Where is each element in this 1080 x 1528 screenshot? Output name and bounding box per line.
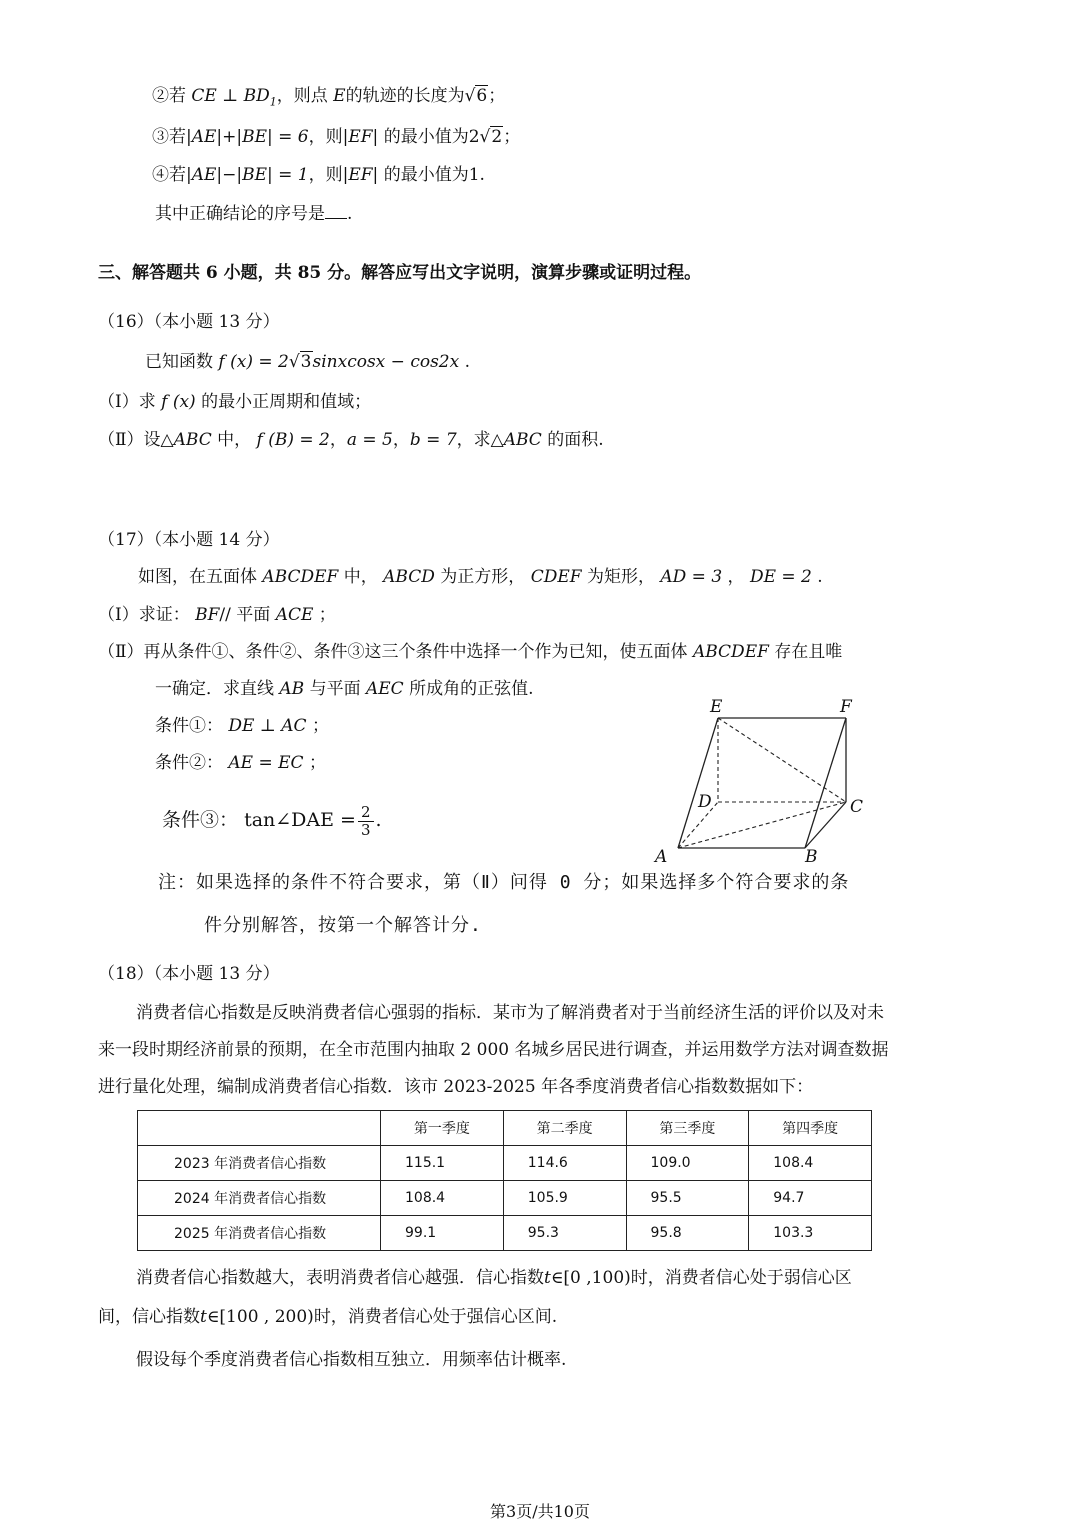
q18-stem-line-1: 消费者信心指数是反映消费者信心强弱的指标．某市为了解消费者对于当前经济生活的评价以及对未 — [136, 1003, 884, 1023]
q16-header: （16）（本小题 13 分） — [98, 312, 280, 332]
pentahedron-figure — [640, 690, 880, 870]
label-E: E — [710, 697, 723, 717]
label-B: B — [805, 847, 818, 867]
table-cell: 95.8 — [626, 1216, 749, 1251]
q17-condition-1: 条件①： DE ⊥ AC ； — [155, 716, 329, 736]
table-cell: 108.4 — [749, 1146, 872, 1181]
table-corner — [138, 1111, 381, 1146]
table-cell: 95.5 — [626, 1181, 749, 1216]
section-3-title: 三、解答题共 6 小题，共 85 分。解答应写出文字说明，演算步骤或证明过程。 — [98, 263, 702, 283]
edge-EC — [718, 718, 846, 802]
q15-conclusion-2: ②若 CE ⊥ $BD_1$，则点 E的轨迹的长度为√6； — [152, 86, 506, 109]
table-cell: 114.6 — [503, 1146, 626, 1181]
q16-part-1: （Ⅰ）求 f (x) 的最小正周期和值域； — [98, 392, 372, 412]
table-header-row — [138, 1111, 872, 1146]
row-label: 2025 年消费者信心指数 — [138, 1216, 381, 1251]
column-header: 第二季度 — [503, 1111, 626, 1146]
table-cell: 95.3 — [503, 1216, 626, 1251]
table-cell: 99.1 — [381, 1216, 504, 1251]
q17-part-1: （Ⅰ）求证： BF// 平面 ACE ； — [98, 605, 336, 625]
q18-after-line-3: 假设每个季度消费者信心指数相互独立．用频率估计概率. — [136, 1350, 567, 1370]
q18-after-line-1: 消费者信心指数越大，表明消费者信心越强．信心指数t∈[0 ,100)时，消费者信心处于弱信心区 — [136, 1268, 852, 1288]
q17-part-2-line-1: （Ⅱ）再从条件①、条件②、条件③这三个条件中选择一个作为已知，使五面体 ABCDEF 存在且唯 — [98, 642, 843, 662]
q18-header: （18）（本小题 13 分） — [98, 964, 280, 984]
row-label: 2023 年消费者信心指数 — [138, 1146, 381, 1181]
column-header: 第三季度 — [626, 1111, 749, 1146]
label-A: A — [655, 847, 668, 867]
label-F: F — [840, 697, 852, 717]
q17-condition-3: 条件③： tan∠DAE = $\frac{2}{3}$ . — [162, 802, 382, 839]
table-row — [138, 1181, 872, 1216]
table-cell: 94.7 — [749, 1181, 872, 1216]
q18-stem-line-3: 进行量化处理，编制成消费者信心指数．该市 2023-2025 年各季度消费者信心指数数据如下： — [98, 1077, 814, 1097]
edge-BC — [805, 802, 846, 848]
q15-conclusion-4: ④若|AE|−|BE| = 1，则|EF| 的最小值为1. — [152, 165, 485, 185]
table-row — [138, 1146, 872, 1181]
label-D: D — [698, 792, 712, 812]
q17-condition-2: 条件②： AE = EC ； — [155, 753, 326, 773]
column-header: 第四季度 — [749, 1111, 872, 1146]
q18-after-line-2: 间，信心指数t∈[100 , 200)时，消费者信心处于强信心区间. — [98, 1307, 558, 1327]
table-cell: 108.4 — [381, 1181, 504, 1216]
column-header: 第一季度 — [381, 1111, 504, 1146]
q15-conclusion-3: ③若|AE|+|BE| = 6，则|EF| 的最小值为2√2； — [152, 127, 521, 147]
q16-part-2: （Ⅱ）设△ABC 中， f (B) = 2，a = 5，b = 7，求△ABC 的面积. — [98, 430, 604, 450]
q17-note-line-2: 件分别解答，按第一个解答计分. — [204, 915, 482, 936]
table-cell: 105.9 — [503, 1181, 626, 1216]
q17-part-2-line-2: 一确定．求直线 AB 与平面 AEC 所成角的正弦值. — [155, 679, 534, 699]
edge-FB — [805, 718, 846, 848]
confidence-index-table — [137, 1110, 872, 1251]
page-footer: 第3页/共10页 — [490, 1502, 590, 1521]
q17-header: （17）（本小题 14 分） — [98, 530, 280, 550]
table-cell: 115.1 — [381, 1146, 504, 1181]
q17-note-line-1: 注：如果选择的条件不符合要求，第（Ⅱ）问得 0 分；如果选择多个符合要求的条 — [158, 872, 850, 893]
table-cell: 103.3 — [749, 1216, 872, 1251]
row-label: 2024 年消费者信心指数 — [138, 1181, 381, 1216]
table-cell: 109.0 — [626, 1146, 749, 1181]
fraction: $\frac{2}{3}$ — [358, 804, 374, 839]
q16-stem: 已知函数 f (x) = 2√3sinxcosx − cos2x . — [145, 352, 471, 372]
edge-AE — [678, 718, 718, 848]
answer-blank — [325, 202, 347, 219]
table-row — [138, 1216, 872, 1251]
q17-stem: 如图，在五面体 ABCDEF 中， ABCD 为正方形， CDEF 为矩形， AD = 3 ， DE = 2 . — [138, 567, 823, 587]
label-C: C — [850, 797, 864, 817]
q15-ask: 其中正确结论的序号是 . — [155, 204, 353, 224]
q18-stem-line-2: 来一段时期经济前景的预期，在全市范围内抽取 2 000 名城乡居民进行调查，并运用数学方法对调查数据 — [98, 1040, 889, 1060]
